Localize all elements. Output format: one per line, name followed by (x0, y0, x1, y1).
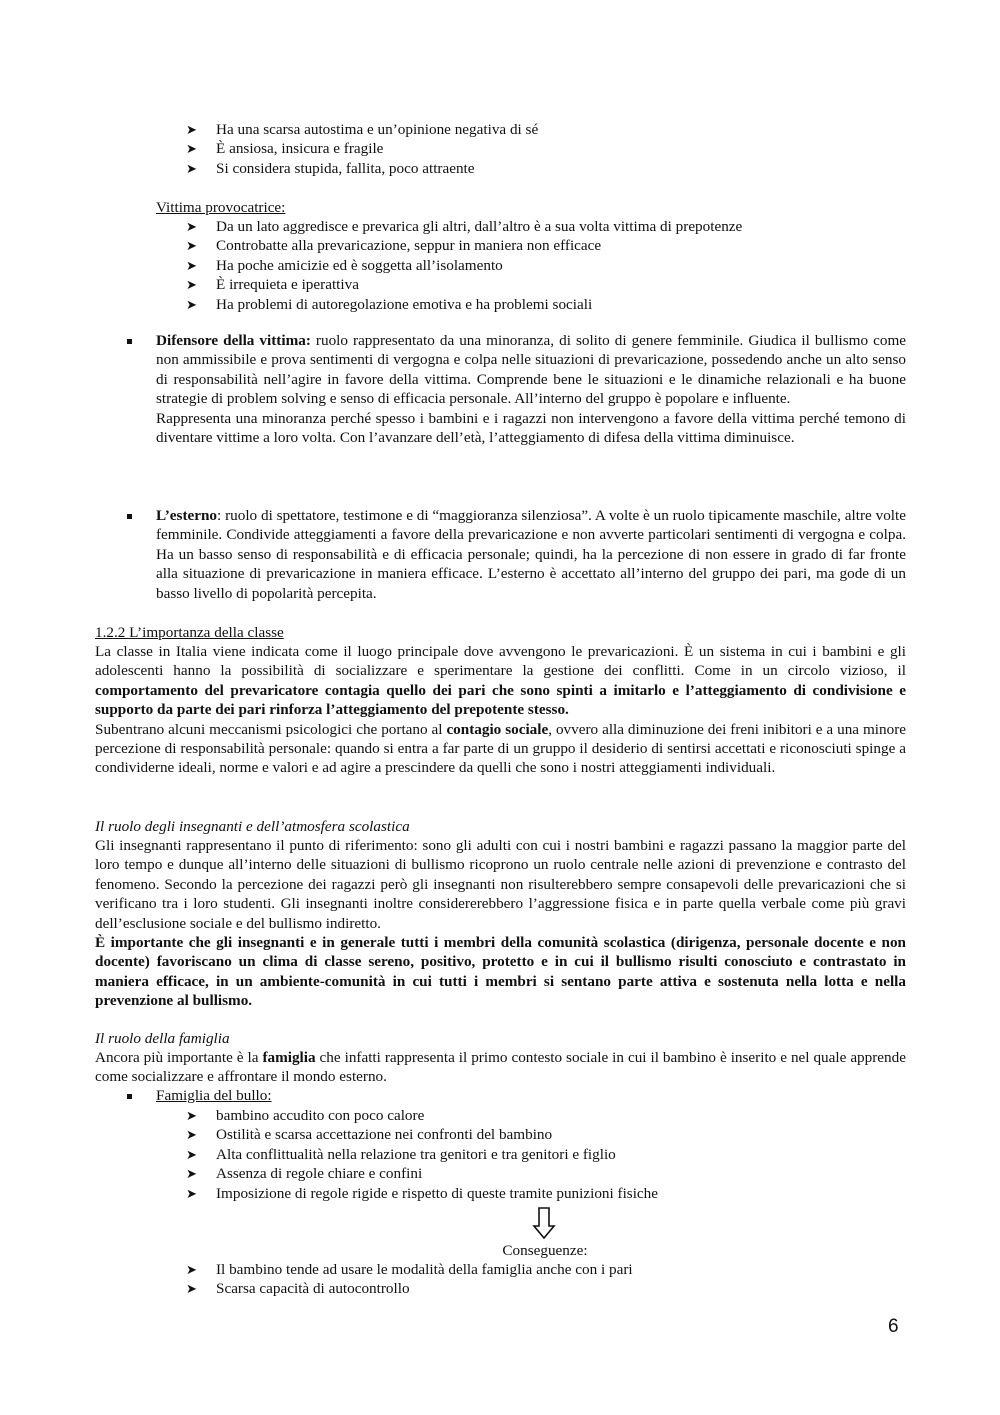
arrowhead-bullet-icon: ➤ (186, 296, 197, 312)
provocative-victim-list (186, 217, 906, 314)
list-item: ➤ Ha poche amicizie ed è soggetta all’isolamento (186, 256, 503, 274)
page-number: 6 (888, 1316, 899, 1337)
arrowhead-bullet-icon: ➤ (186, 160, 197, 176)
down-arrow-icon (532, 1207, 556, 1239)
class-paragraph: La classe in Italia viene indicata come il luogo principale dove avvengono le prevaricazioni. È un sistema in cui i bambini e gli adolescenti hanno la possibilità di socializzare e sperimentare la gestione dei conflitti. Come in un circolo vizioso, il comportamento del prevaricatore contagia quello dei pari che sono spinti a imitarlo e l’atteggiamento di condivisione e supporto da parte dei pari rinforza l’atteggiamento del prepotente stesso. Subentrano alcuni meccanismi psicologici che portano al contagio sociale, ovvero alla diminuzione dei freni inibitori e a una minore percezione di responsabilità personale: quando si entra a far parte di un gruppo il desiderio di sentirsi accettati e riconosciuti spinge a condividerne ideali, norme e valori e ad agire a prescindere da quelli che sono i nostri atteggiamenti individuali. (95, 643, 906, 777)
arrowhead-bullet-icon: ➤ (186, 1281, 197, 1297)
arrowhead-bullet-icon: ➤ (186, 238, 197, 254)
list-item: ➤ bambino accudito con poco calore (186, 1107, 425, 1124)
arrowhead-bullet-icon: ➤ (186, 219, 197, 234)
list-item: ➤ Alta conflittualità nella relazione tra genitori e tra genitori e figlio (186, 1145, 616, 1163)
victim-traits-list (186, 120, 906, 178)
list-item: ➤ Controbatte alla prevaricazione, seppur in maniera non efficace (186, 237, 602, 255)
list-item: ➤ Ha una scarsa autostima e un’opinione negativa di sé (186, 121, 539, 138)
square-bullet-icon (127, 514, 132, 519)
family-heading: Il ruolo della famiglia (95, 1030, 230, 1047)
teachers-paragraph: Gli insegnanti rappresentano il punto di riferimento: sono gli adulti con cui i nostri bambini e ragazzi passano la maggior parte del loro tempo e dunque all’interno delle situazioni di bullismo ricoprono un ruolo centrale nelle azioni di prevenzione e contrasto del fenomeno. Secondo la percezione dei ragazzi però gli insegnanti non risulterebbero sempre consapevoli delle prevaricazioni che si verificano tra i loro studenti. Gli insegnanti inoltre considererebbero l’aggressione fisica e in parte quella verbale come più gravi dell’esclusione sociale e del bullismo indiretto. È importante che gli insegnanti e in generale tutti i membri della comunità scolastica (dirigenza, personale docente e non docente) favoriscano un clima di classe sereno, positivo, protetto e in cui il bullismo risulti conosciuto e contrastato in maniera efficace, in un ambiente-comunità in cui tutti i membri si sentano parte attiva e sostenuta nella lotta e nella prevenzione al bullismo. (95, 837, 906, 1010)
provocative-victim-heading: Vittima provocatrice: (156, 199, 286, 216)
arrowhead-bullet-icon: ➤ (186, 277, 197, 293)
list-item: ➤ Ostilità e scarsa accettazione nei confronti del bambino (186, 1126, 553, 1144)
list-item: ➤ Scarsa capacità di autocontrollo (186, 1280, 410, 1298)
arrowhead-bullet-icon: ➤ (186, 1185, 197, 1201)
family-paragraph: Ancora più importante è la famiglia che infatti rappresenta il primo contesto sociale in cui il bambino è inserito e nel quale apprende come socializzare e affrontare il mondo esterno. (95, 1049, 906, 1086)
bully-family-list (186, 1106, 906, 1203)
defender-paragraph: Difensore della vittima: ruolo rappresentato da una minoranza, di solito di genere femminile. Giudica il bullismo come non ammissibile e prova sentimenti di vergogna e colpa nelle situazioni di prevaricazione, possedendo anche un alto senso di responsabilità nell’agire in favore della vittima. Comprende bene le situazioni e le dinamiche relazionali e ha buone strategie di problem solving e senso di efficacia personale. All’interno del gruppo è popolare e influente. Rappresenta una minoranza perché spesso i bambini e i ragazzi non intervengono a favore della vittima perché temono di diventare vittime a loro volta. Con l’avanzare dell’età, l’atteggiamento di difesa della vittima diminuisce. (156, 332, 906, 447)
arrowhead-bullet-icon: ➤ (186, 1146, 197, 1162)
teachers-heading: Il ruolo degli insegnanti e dell’atmosfera scolastica (95, 818, 410, 835)
section-heading-class: 1.2.2 L’importanza della classe (95, 624, 284, 641)
list-item: ➤ È ansiosa, insicura e fragile (186, 140, 384, 158)
arrowhead-bullet-icon: ➤ (186, 1127, 197, 1143)
arrowhead-bullet-icon: ➤ (186, 141, 197, 157)
arrowhead-bullet-icon: ➤ (186, 1166, 197, 1182)
list-item: ➤ Imposizione di regole rigide e rispetto di queste tramite punizioni fisiche (186, 1184, 659, 1202)
arrowhead-bullet-icon: ➤ (186, 1108, 197, 1123)
arrowhead-bullet-icon: ➤ (186, 122, 197, 137)
list-item: ➤ Il bambino tende ad usare le modalità della famiglia anche con i pari (186, 1261, 633, 1278)
square-bullet-icon (127, 339, 132, 344)
list-item: ➤ Da un lato aggredisce e prevarica gli altri, dall’altro è a sua volta vittima di prepotenze (186, 218, 743, 235)
arrowhead-bullet-icon: ➤ (186, 257, 197, 273)
bully-family-heading: Famiglia del bullo: (156, 1087, 272, 1104)
list-item: ➤ Ha problemi di autoregolazione emotiva e ha problemi sociali (186, 295, 593, 313)
list-item: ➤ Si considera stupida, fallita, poco attraente (186, 159, 475, 177)
list-item: ➤ È irrequieta e iperattiva (186, 276, 359, 294)
list-item: ➤ Assenza di regole chiare e confini (186, 1165, 423, 1183)
consequences-label: Conseguenze: (502, 1242, 588, 1259)
outsider-paragraph: L’esterno: ruolo di spettatore, testimone e di “maggioranza silenziosa”. A volte è un ruolo tipicamente maschile, altre volte femminile. Condivide atteggiamenti a favore della prevaricazione e non avverte particolari sentimenti di vergogna e colpa. Ha un basso senso di responsabilità e di efficacia personale; quindi, ha la percezione di non essere in grado di far fronte alla situazione di prevaricazione in maniera efficace. L’esterno è accettato all’interno del gruppo dei pari, ma gode di un basso livello di popolarità percepita. (156, 507, 906, 602)
square-bullet-icon (127, 1094, 132, 1099)
consequences-list (186, 1260, 906, 1299)
arrowhead-bullet-icon: ➤ (186, 1262, 197, 1277)
